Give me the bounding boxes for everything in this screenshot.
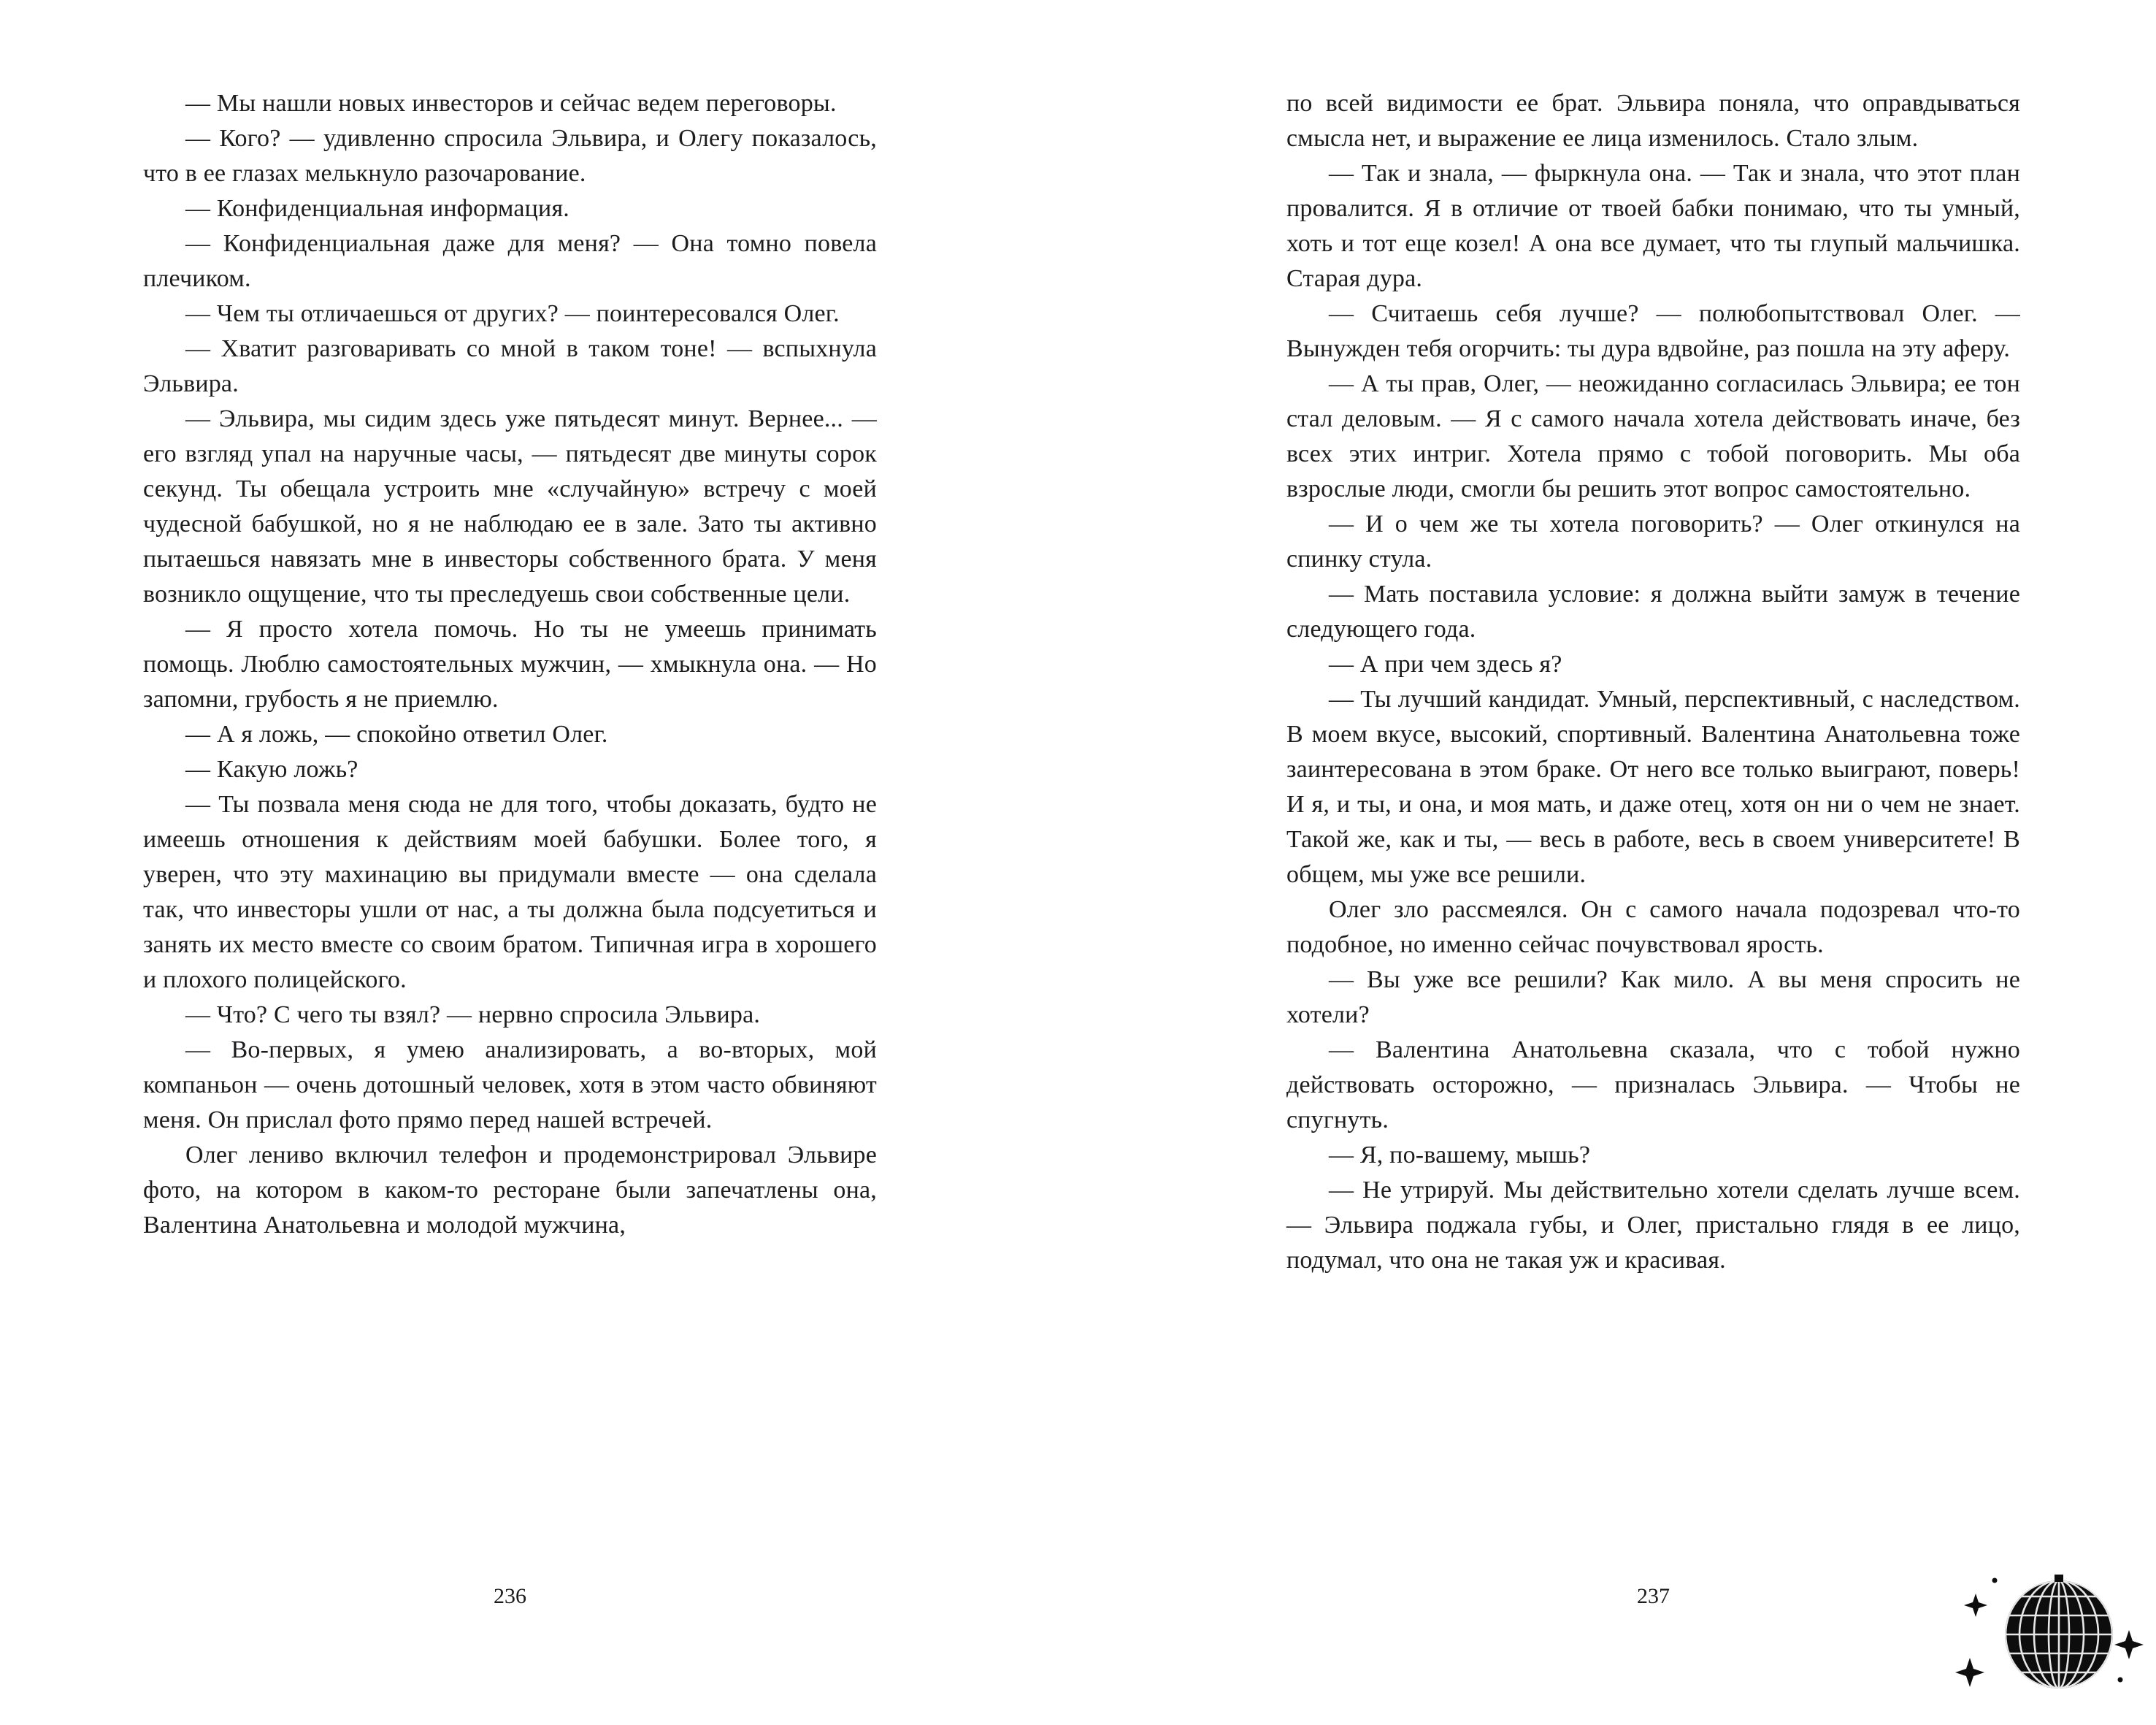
page-text-column-right (1286, 86, 2020, 1278)
paragraph: Олег зло рассмеялся. Он с самого начала подозревал что-то подобное, но именно сейчас почувствовал ярость. (1286, 896, 2020, 958)
paragraph: — Мы нашли новых инвесторов и сейчас ведем переговоры. (185, 90, 837, 117)
paragraph: по всей видимости ее брат. Эльвира поняла, что оправдываться смысла нет, и выражение ее лица изменилось. Стало злым. (1286, 90, 2020, 152)
paragraph: — Ты лучший кандидат. Умный, перспективный, с наследством. В моем вкусе, высокий, спортивный. Валентина Анатольевна тоже заинтересована в этом браке. От него все только выиграют, поверь! И я, и ты, и она, и моя мать, и даже отец, хотя он ни о чем не знает. Такой же, как и ты, — весь в работе, весь в своем университете! В общем, мы уже все решили. (1286, 686, 2020, 888)
page-number-right: 237 (1637, 1584, 1670, 1608)
paragraph: — Я просто хотела помочь. Но ты не умеешь принимать помощь. Люблю самостоятельных мужчин, — хмыкнула она. — Но запомни, грубость я не приемлю. (143, 616, 877, 713)
paragraph: — Мать поставила условие: я должна выйти замуж в течение следующего года. (1286, 581, 2020, 643)
page-number-left: 236 (494, 1584, 526, 1608)
paragraph: — Что? С чего ты взял? — нервно спросила Эльвира. (185, 1001, 761, 1028)
paragraph: — Конфиденциальная информация. (185, 195, 569, 222)
paragraph: — А при чем здесь я? (1329, 651, 1562, 678)
page-text-column-left (143, 86, 877, 1243)
paragraph: — А я ложь, — спокойно ответил Олег. (185, 721, 608, 748)
paragraph: — Эльвира, мы сидим здесь уже пятьдесят минут. Вернее... — его взгляд упал на наручные часы, — пятьдесят две минуты сорок секунд. Ты обещала устроить мне «случайную» встречу с моей чудесной бабушкой, но я не наблюдаю ее в зале. Зато ты активно пытаешься навязать мне в инвесторы собственного брата. У меня возникло ощущение, что ты преследуешь свои собственные цели. (143, 405, 877, 608)
disco-ball-icon (1948, 1548, 2145, 1713)
paragraph: — Я, по-вашему, мышь? (1329, 1141, 1591, 1169)
paragraph: — Так и знала, — фыркнула она. — Так и знала, что этот план провалится. Я в отличие от твоей бабки понимаю, что ты умный, хоть и тот еще козел! А она все думает, что ты глупый мальчишка. Старая дура. (1286, 160, 2020, 292)
paragraph: — Кого? — удивленно спросила Эльвира, и Олегу показалось, что в ее глазах мелькнуло разочарование. (143, 125, 877, 187)
paragraph: — А ты прав, Олег, — неожиданно согласилась Эльвира; ее тон стал деловым. — Я с самого начала хотела действовать иначе, без всех этих интриг. Хотела прямо с тобой поговорить. Мы оба взрослые люди, смогли бы решить этот вопрос самостоятельно. (1286, 370, 2020, 502)
paragraph: — Конфиденциальная даже для меня? — Она томно повела плечиком. (143, 230, 877, 292)
paragraph: — Вы уже все решили? Как мило. А вы меня спросить не хотели? (1286, 966, 2020, 1028)
paragraph: — Не утрируй. Мы действительно хотели сделать лучше всем. — Эльвира поджала губы, и Олег, пристально глядя в ее лицо, подумал, что она не такая уж и красивая. (1286, 1177, 2020, 1274)
paragraph: — И о чем же ты хотела поговорить? — Олег откинулся на спинку стула. (1286, 510, 2020, 573)
paragraph: — Чем ты отличаешься от других? — поинтересовался Олег. (185, 300, 840, 327)
paragraph: — Валентина Анатольевна сказала, что с тобой нужно действовать осторожно, — призналась Эльвира. — Чтобы не спугнуть. (1286, 1036, 2020, 1133)
paragraph: — Считаешь себя лучше? — полюбопытствовал Олег. — Вынужден тебя огорчить: ты дура вдвойне, раз пошла на эту аферу. (1286, 300, 2020, 362)
paragraph: — Ты позвала меня сюда не для того, чтобы доказать, будто не имеешь отношения к действиям моей бабушки. Более того, я уверен, что эту махинацию вы придумали вместе — она сделала так, что инвесторы ушли от нас, а ты должна была подсуетиться и занять их место вместе со своим братом. Типичная игра в хорошего и плохого полицейского. (143, 791, 877, 993)
paragraph: — Хватит разговаривать со мной в таком тоне! — вспыхнула Эльвира. (143, 335, 877, 397)
paragraph: — Какую ложь? (185, 756, 358, 783)
paragraph: Олег лениво включил телефон и продемонстрировал Эльвире фото, на котором в каком-то ресторане были запечатлены она, Валентина Анатольевна и молодой мужчина, (143, 1141, 877, 1239)
paragraph: — Во-первых, я умею анализировать, а во-вторых, мой компаньон — очень дотошный человек, хотя в этом часто обвиняют меня. Он прислал фото прямо перед нашей встречей. (143, 1036, 877, 1133)
